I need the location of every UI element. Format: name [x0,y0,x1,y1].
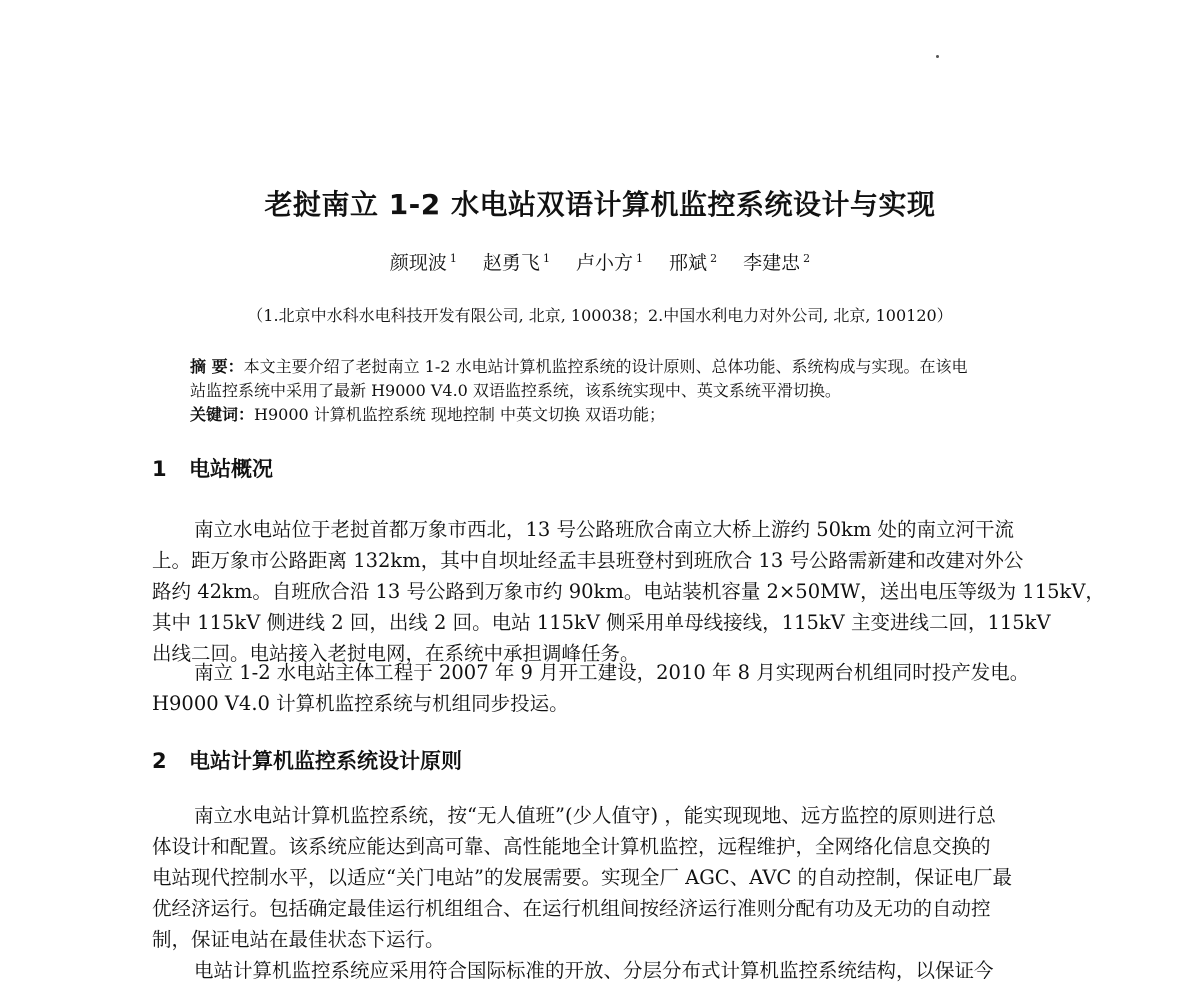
text-line: 南立水电站计算机监控系统，按“无人值班”(少人值守) ，能实现现地、远方监控的原则进行总 [194,804,996,827]
keywords-label: 关键词： [190,405,255,424]
keywords: H9000 计算机监控系统 现地控制 中英文切换 双语功能； [254,405,666,424]
section-title: 电站概况 [189,457,273,481]
keywords-line [190,403,1080,427]
text-line: 电站计算机监控系统应采用符合国际标准的开放、分层分布式计算机监控系统结构，以保证今 [194,959,994,982]
abstract-label: 摘 要： [190,357,244,376]
body-paragraph [152,955,1074,986]
paper-title: 老挝南立 1-2 水电站双语计算机监控系统设计与实现 [264,188,936,221]
author: 颜现波 $^1$ [389,251,457,274]
abstract-line: 摘 要：本文主要介绍了老挝南立 1-2 水电站计算机监控系统的设计原则、总体功能、系统构成与实现。在该电 [190,357,968,376]
abstract-block [190,355,1080,427]
author: 赵勇飞 $^1$ [482,251,550,274]
author: 卢小方 $^1$ [575,251,643,274]
text-line: 制，保证电站在最佳状态下运行。 [152,928,445,951]
text-line: 其中 115kV 侧进线 2 回，出线 2 回。电站 115kV 侧采用单母线接线，115kV 主变进线二回，115kV [152,611,1051,634]
section-number: 2 [152,749,167,773]
body-paragraph [152,514,1105,669]
body-paragraph [152,800,1074,955]
text-line: H9000 V4.0 计算机监控系统与机组同步投运。 [152,692,569,715]
text-line: 优经济运行。包括确定最佳运行机组组合、在运行机组间按经济运行准则分配有功及无功的自动控 [152,897,991,920]
section-title: 电站计算机监控系统设计原则 [189,749,462,773]
text-line: 体设计和配置。该系统应能达到高可靠、高性能地全计算机监控，远程维护，全网络化信息交换的 [152,835,991,858]
author-list [0,248,1200,275]
text-line: 路约 42km。自班欣合沿 13 号公路到万象市约 90km。电站装机容量 2×50MW，送出电压等级为 115kV， [152,580,1105,603]
body-paragraph [152,657,1074,719]
text-line: 南立 1-2 水电站主体工程于 2007 年 9 月开工建设，2010 年 8 月实现两台机组同时投产发电。 [194,661,1030,684]
text-line: 电站现代控制水平，以适应“关门电站”的发展需要。实现全厂 AGC、AVC 的自动控制，保证电厂最 [152,866,1013,889]
section-number: 1 [152,457,167,481]
author: 李建忠 $^2$ [743,251,811,274]
text-line: 南立水电站位于老挝首都万象市西北，13 号公路班欣合南立大桥上游约 50km 处的南立河干流 [194,518,1015,541]
section-heading [152,745,462,775]
scan-speck [936,55,939,58]
text-line: 出线二回。电站接入老挝电网，在系统中承担调峰任务。 [152,642,640,665]
section-heading [152,453,273,483]
abstract-line: 站监控系统中采用了最新 H9000 V4.0 双语监控系统，该系统实现中、英文系统平滑切换。 [190,381,841,400]
author: 邢斌 $^2$ [669,251,718,274]
affiliation: （1.北京中水科水电科技开发有限公司, 北京, 100038；2.中国水利电力对外公司, 北京, 100120） [247,306,953,325]
text-line: 上。距万象市公路距离 132km，其中自坝址经孟丰县班登村到班欣合 13 号公路需新建和改建对外公 [152,549,1024,572]
